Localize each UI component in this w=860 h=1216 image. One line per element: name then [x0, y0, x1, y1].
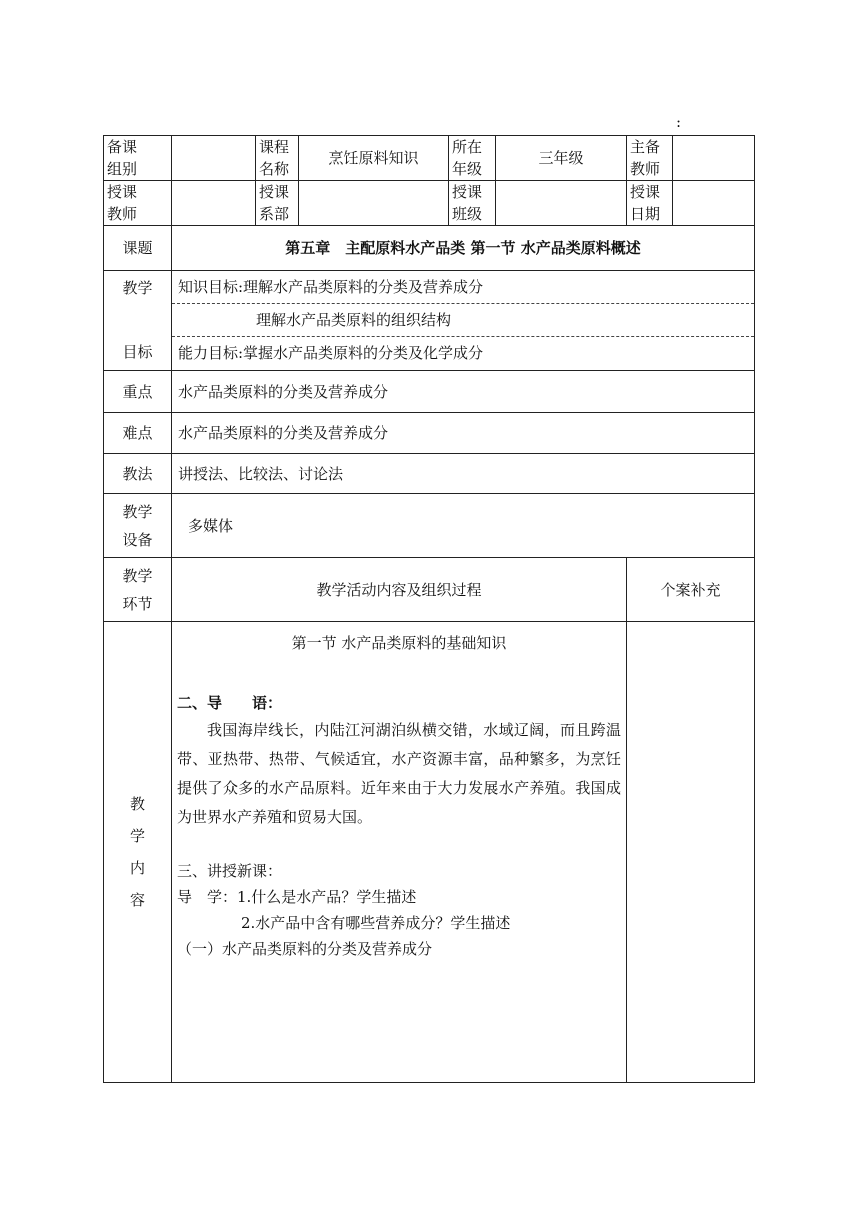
intro-heading: 二、导 语： [177, 694, 283, 712]
label-line: 授课 [259, 183, 290, 201]
equipment-label [104, 494, 172, 558]
label-line: 教学 [122, 502, 153, 521]
lead-teacher-value[interactable] [673, 136, 755, 181]
topic-row [104, 226, 755, 271]
prep-group-value[interactable] [172, 136, 256, 181]
method-value: 讲授法、比较法、讨论法 [172, 454, 755, 494]
guide-line-1: 导 学：1.什么是水产品？学生描述 [177, 888, 417, 906]
process-label [104, 558, 172, 622]
label-line: 授课 [107, 183, 138, 201]
goal-line-ability: 能力目标:掌握水产品类原料的分类及化学成分 [178, 344, 484, 362]
label-lead-teacher [627, 136, 673, 181]
label-line: 教师 [630, 160, 661, 178]
header-row-2 [104, 181, 755, 226]
label-char: 容 [129, 891, 145, 909]
difficulty-row [104, 413, 755, 454]
process-header-right: 个案补充 [627, 558, 755, 622]
label-line: 组别 [107, 160, 138, 178]
supplement-cell[interactable] [627, 622, 755, 1083]
label-teacher [104, 181, 172, 226]
key-point-row [104, 371, 755, 413]
goal-line-structure: 理解水产品类原料的组织结构 [172, 304, 754, 337]
topic-value: 第五章 主配原料水产品类 第一节 水产品类原料概述 [172, 226, 755, 271]
date-value[interactable] [673, 181, 755, 226]
goals-row [104, 271, 755, 371]
course-name-value[interactable]: 烹饪原料知识 [299, 136, 449, 181]
grade-value[interactable]: 三年级 [496, 136, 627, 181]
difficulty-label: 难点 [104, 413, 172, 454]
equipment-row [104, 494, 755, 558]
label-line: 班级 [452, 205, 483, 223]
goals-content [172, 271, 755, 371]
process-header-row [104, 558, 755, 622]
equipment-value: 多媒体 [172, 494, 755, 558]
label-line: 主备 [630, 138, 661, 156]
sub-heading: （一）水产品类原料的分类及营养成分 [177, 940, 433, 958]
label-line: 年级 [452, 160, 483, 178]
method-label: 教法 [104, 454, 172, 494]
guide-line-2: 2.水产品中含有哪些营养成分？学生描述 [241, 914, 511, 932]
section-title: 第一节 水产品类原料的基础知识 [291, 634, 507, 652]
intro-paragraph: 我国海岸线长，内陆江河湖泊纵横交错，水域辽阔，而且跨温带、亚热带、热带、气候适宜，水产资源丰富，品种繁多，为烹饪提供了众多的水产品原料。近年来由于大力发展水产养殖。我国成为世界水产养殖和贸易大国。 [177, 721, 622, 826]
method-row [104, 454, 755, 494]
label-line: 教学 [122, 566, 153, 585]
label-grade [449, 136, 496, 181]
label-line: 设备 [122, 530, 153, 549]
header-row-1 [104, 136, 755, 181]
label-date [627, 181, 673, 226]
content-row [104, 622, 755, 1083]
label-class [449, 181, 496, 226]
lesson-heading: 三、讲授新课： [177, 862, 283, 880]
label-line: 环节 [122, 594, 153, 613]
process-header-middle: 教学活动内容及组织过程 [172, 558, 627, 622]
topic-label: 课题 [104, 226, 172, 271]
corner-mark: : [676, 113, 682, 131]
label-line: 所在 [452, 138, 483, 156]
key-point-label: 重点 [104, 371, 172, 413]
label-line: 教师 [107, 205, 138, 223]
label-line: 授课 [630, 183, 661, 201]
content-label [104, 622, 172, 1083]
key-point-value: 水产品类原料的分类及营养成分 [172, 371, 755, 413]
label-prep-group [104, 136, 172, 181]
class-value[interactable] [496, 181, 627, 226]
goals-label-bottom: 目标 [122, 343, 153, 361]
label-line: 授课 [452, 183, 483, 201]
label-department [256, 181, 299, 226]
label-char: 内 [129, 859, 145, 877]
lesson-plan-table [103, 135, 755, 1083]
label-char: 学 [129, 827, 145, 845]
content-body [172, 622, 627, 1083]
label-line: 名称 [259, 160, 290, 178]
goal-line-knowledge: 知识目标:理解水产品类原料的分类及营养成分 [172, 271, 754, 304]
goals-label [104, 271, 172, 371]
difficulty-value: 水产品类原料的分类及营养成分 [172, 413, 755, 454]
label-line: 课程 [259, 138, 290, 156]
label-line: 系部 [259, 205, 290, 223]
department-value[interactable] [299, 181, 449, 226]
label-line: 备课 [107, 138, 138, 156]
teacher-value[interactable] [172, 181, 256, 226]
goals-label-top: 教学 [122, 279, 153, 297]
label-course-name [256, 136, 299, 181]
label-char: 教 [129, 795, 145, 813]
label-line: 日期 [630, 205, 661, 223]
